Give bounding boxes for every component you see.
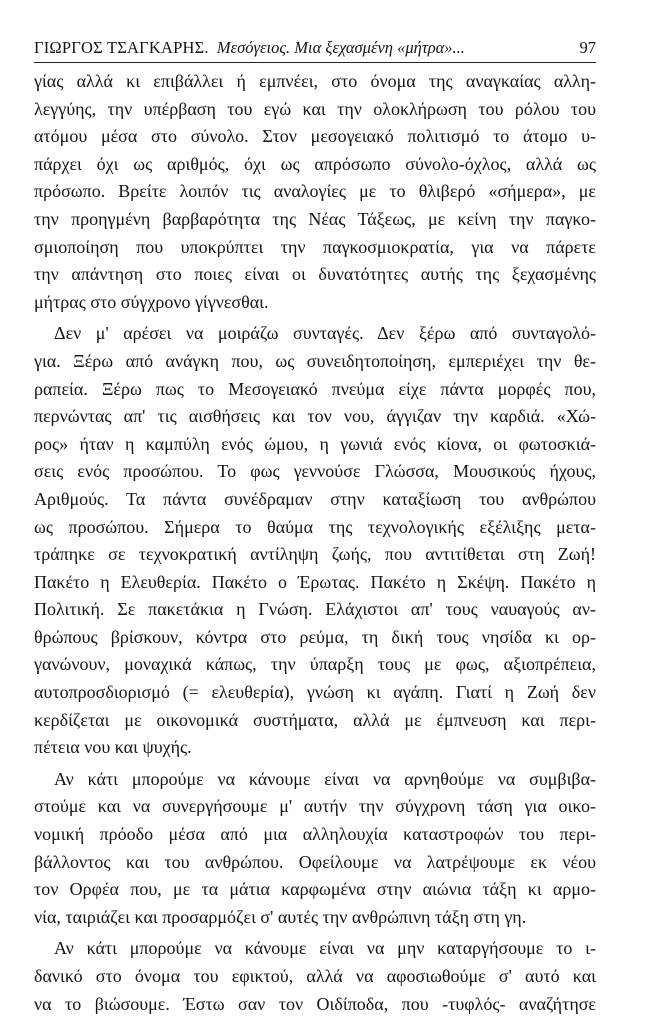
paragraph [34, 935, 596, 1018]
text-line: θρώπους βρίσκουν, κόντρα στο ρεύμα, τη δική τους νησίδα κι ορ- [34, 626, 596, 647]
text-line: την προηγμένη βαρβαρότητα της Νέας Τάξεως, με κείνη την παγκο- [34, 208, 596, 229]
text-line: Πακέτο η Ελευθερία. Πακέτο ο Έρωτας. Πακέτο η Σκέψη. Πακέτο η [34, 571, 596, 592]
body-text [34, 68, 596, 1022]
text-line: βάλλοντος και του ανθρώπου. Οφείλουμε να λατρέψουμε εκ νέου [34, 851, 596, 872]
text-line: τον Ορφέα που, με τα μάτια καρφωμένα στην αιώνια τάξη κι αρμο- [34, 879, 596, 900]
text-line: αυτοπροσδιορισμό (= ελευθερία), γνώση κι αγάπη. Γιατί η Ζωή δεν [34, 682, 596, 703]
paragraph [34, 68, 596, 316]
text-line: δανικό στο όνομα του εφικτού, αλλά να αφοσιωθούμε σ' αυτό και [34, 966, 596, 986]
text-line: γανώνουν, μοναχικά κάπως, την ύπαρξη τους με φως, αξιοπρέπεια, [34, 654, 596, 675]
header-rule [34, 62, 596, 63]
text-line: γίας αλλά κι επιβάλλει ή εμπνέει, στο όνομα της αναγκαίας αλλη- [34, 71, 596, 91]
text-line: μήτρας στο σύγχρονο γίγνεσθαι. [34, 291, 269, 312]
text-line: Αν κάτι μπορούμε να κάνουμε είναι να αρνηθούμε να συμβιβα- [54, 768, 596, 789]
text-line: Αν κάτι μπορούμε να κάνουμε είναι να μην καταργήσουμε το ι- [54, 938, 596, 959]
running-head [34, 36, 596, 60]
text-line: σεις ενός προσώπου. Το φως γεννούσε Γλώσσα, Μουσικούς ήχους, [34, 461, 596, 482]
text-line: ραπεία. Ξέρω πως το Μεσογειακό πνεύμα είχε πάντα μορφές που, [34, 378, 596, 399]
text-line: την απάντηση στο ποιες είναι οι δυνατότητες αυτής της ξεχασμένης [34, 264, 596, 285]
text-line: Πολιτική. Σε πακετάκια η Γνώση. Ελάχιστοι απ' τους ναυαγούς αν- [34, 599, 596, 620]
paragraph [34, 320, 596, 762]
text-line: Δεν μ' αρέσει να μοιράζω συνταγές. Δεν ξέρω από συνταγολό- [54, 323, 596, 344]
text-line: πάρχει όχι ως αριθμός, όχι ως απρόσωπο σύνολο-όχλος, αλλά ως [34, 153, 596, 174]
text-line: κερδίζεται με οικονομικά συστήματα, αλλά με έμπνευση και περι- [34, 709, 596, 730]
text-line: πέτεια νου και ψυχής. [34, 737, 192, 758]
text-line: να το βιώσουμε. Έστω σαν τον Οιδίποδα, που -τυφλός- αναζήτησε [34, 993, 596, 1014]
text-line: νία, ταιριάζει και προσαρμόζει σ' αυτές την ανθρώπινη τάξη στη γη. [34, 906, 527, 927]
header-author: ΓΙΩΡΓΟΣ ΤΣΑΓΚΑΡΗΣ. [34, 38, 209, 57]
text-line: πρόσωπο. Βρείτε λοιπόν τις αναλογίες με το θλιβερό «σήμερα», με [34, 181, 596, 202]
text-line: ατόμου μέσα στο σύνολο. Στον μεσογειακό πολιτισμό το άτομο υ- [34, 126, 596, 147]
text-line: τράπηκε σε τεχνοκρατική αντίληψη ζωής, που αντιτίθεται στη Ζωή! [34, 544, 596, 565]
text-line: σμιοποίηση που υποκρύπτει την παγκοσμιοκρατία, για να πάρετε [34, 236, 596, 257]
text-line: Αριθμούς. Τα πάντα συνέδραμαν στην καταξίωση του ανθρώπου [34, 488, 596, 509]
paragraph [34, 766, 596, 932]
text-line: ως προσώπου. Σήμερα το θαύμα της τεχνολογικής εξέλιξης μετα- [34, 516, 596, 537]
page-number: 97 [579, 38, 596, 57]
header-title: Μεσόγειος. Μια ξεχασμένη «μήτρα»... [216, 38, 465, 57]
text-line: νομική πρόοδο μέσα από μια αλληλουχία καταστροφών του περι- [34, 824, 596, 845]
text-line: για. Ξέρω από ανάγκη που, ως συνειδητοποίηση, εμπεριέχει την θε- [34, 350, 596, 371]
text-line: περνώντας απ' τις αισθήσεις και τον νου, άγγιζαν την καρδιά. «Χώ- [34, 406, 596, 427]
text-line: στούμε και να συνεργήσουμε μ' αυτήν την σύγχρονη τάση για οικο- [34, 796, 596, 817]
text-line: ρος» ήταν η καμπύλη ενός ώμου, η γωνιά ενός κίονα, οι φωτοσκιά- [34, 433, 596, 454]
text-line: λεγγύης, την υπέρβαση του εγώ και την ολοκλήρωση του ρόλου του [34, 98, 596, 119]
